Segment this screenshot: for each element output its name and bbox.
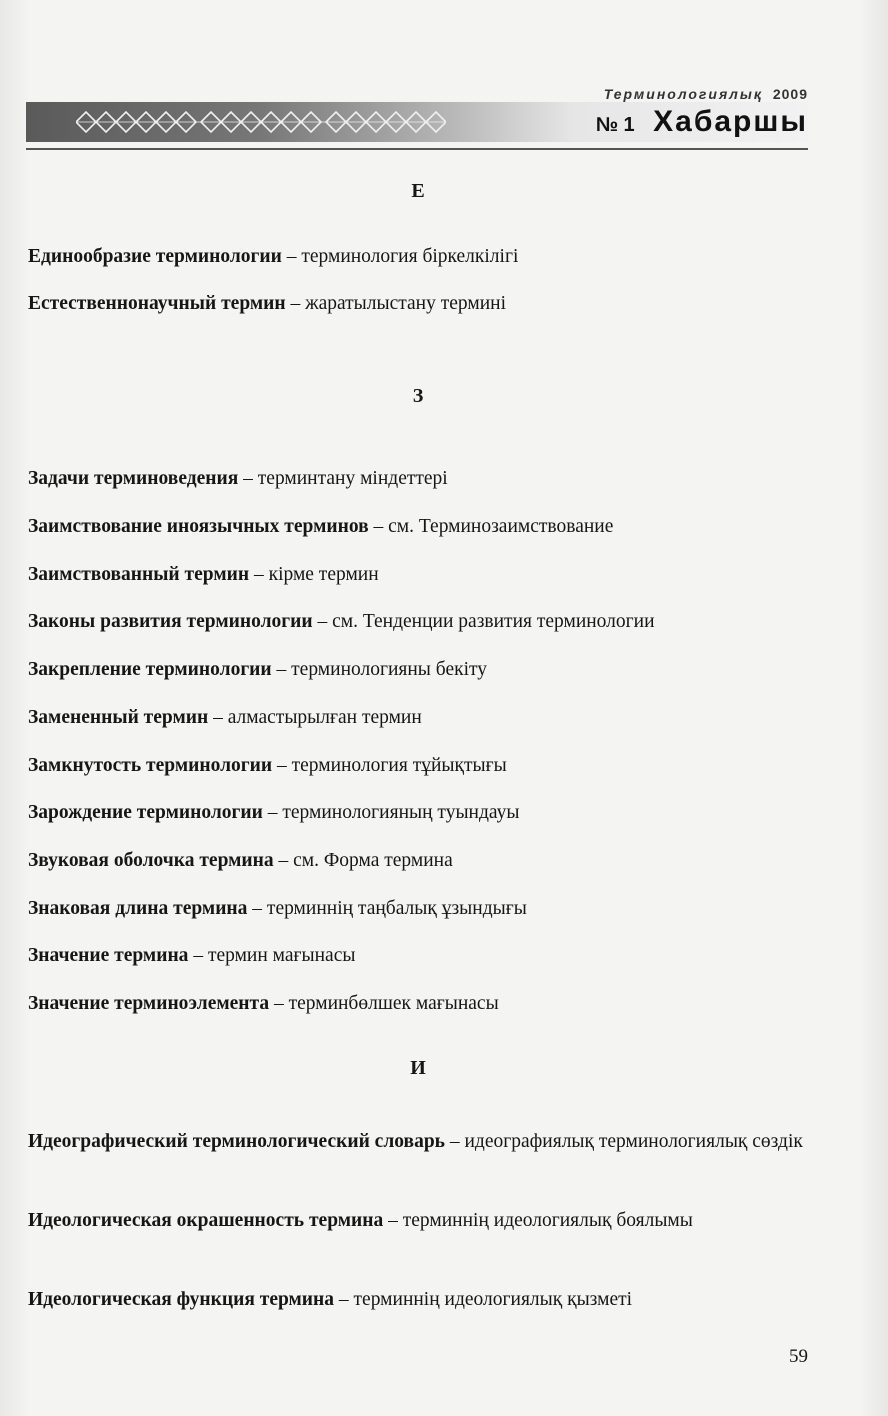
entry-term: Идеологическая функция термина — [28, 1289, 335, 1310]
glossary-entry — [28, 752, 808, 779]
header-issue — [596, 102, 808, 142]
glossary-entry — [28, 990, 808, 1017]
entry-separator: – — [272, 755, 292, 776]
entry-definition: терминология тұйықтығы — [291, 755, 507, 776]
glossary-entry — [28, 704, 808, 731]
glossary-entry — [28, 1128, 808, 1155]
entry-term: Значение терминоэлемента — [28, 993, 270, 1014]
entry-separator: – — [444, 1131, 465, 1152]
issue-number: № 1 — [595, 114, 635, 136]
entry-separator: – — [312, 611, 333, 632]
entry-separator: – — [334, 1289, 354, 1310]
glossary-entry — [28, 1207, 808, 1234]
entry-definition: терминологияның туындауы — [282, 802, 520, 823]
entry-definition: алмастырылған термин — [227, 707, 422, 728]
glossary-entry — [28, 290, 808, 317]
section-letter-z: З — [412, 385, 424, 407]
entry-definition: жаратылыстану термині — [305, 293, 506, 314]
entry-definition: терминбөлшек мағынасы — [288, 993, 499, 1014]
glossary-entry — [28, 513, 808, 540]
page-header — [26, 80, 808, 150]
entry-definition: кірме термин — [268, 564, 379, 585]
entry-separator: – — [247, 898, 267, 919]
entry-definition: см. Тенденции развития терминологии — [332, 611, 655, 632]
entry-term: Замененный термин — [28, 707, 209, 728]
entry-separator: – — [281, 246, 302, 267]
glossary-entry — [28, 942, 808, 969]
entry-term: Заимствованный термин — [28, 564, 250, 585]
entry-term: Идеологическая окрашенность термина — [28, 1210, 384, 1231]
glossary-entry — [28, 561, 808, 588]
entry-term: Знаковая длина термина — [28, 898, 248, 919]
header-rule — [26, 148, 808, 150]
entry-separator: – — [273, 850, 294, 871]
entry-separator: – — [271, 659, 292, 680]
entry-definition: термин мағынасы — [207, 945, 356, 966]
entry-definition: терминология біркелкілігі — [301, 246, 519, 267]
entry-term: Звуковая оболочка термина — [28, 850, 274, 871]
glossary-entry — [28, 608, 808, 635]
entry-term: Задачи терминоведения — [28, 468, 239, 489]
entry-term: Значение термина — [28, 945, 189, 966]
glossary-entry — [28, 243, 808, 270]
section-letter-e: Е — [411, 180, 425, 202]
entry-definition: терминологияны бекіту — [291, 659, 488, 680]
glossary-entry — [28, 1286, 808, 1313]
entry-term: Законы развития терминологии — [28, 611, 313, 632]
entry-term: Естественнонаучный термин — [28, 293, 286, 314]
entry-definition: терминтану міндеттері — [257, 468, 448, 489]
entry-separator: – — [249, 564, 269, 585]
entry-definition: терминнің таңбалық ұзындығы — [266, 898, 527, 919]
glossary-entry — [28, 895, 808, 922]
entry-term: Закрепление терминологии — [28, 659, 272, 680]
entry-term: Единообразие терминологии — [28, 246, 282, 267]
entry-definition: см. Форма термина — [293, 850, 453, 871]
entry-separator: – — [262, 802, 283, 823]
entry-term: Идеографический терминологический словарь — [28, 1131, 445, 1152]
entry-definition: идеографиялық терминологиялық сөздік — [464, 1131, 803, 1152]
glossary-entry — [28, 847, 808, 874]
entry-definition: терминнің идеологиялық боялымы — [402, 1210, 693, 1231]
section-letter-i: И — [410, 1057, 426, 1079]
entry-separator: – — [368, 516, 389, 537]
glossary-entry — [28, 465, 808, 492]
entry-term: Зарождение терминологии — [28, 802, 263, 823]
page-number: 59 — [789, 1346, 808, 1367]
journal-year: 2009 — [772, 86, 808, 102]
entry-term: Заимствование иноязычных терминов — [28, 516, 369, 537]
journal-title — [604, 86, 808, 102]
entry-separator: – — [238, 468, 258, 489]
ornament-icon — [76, 106, 446, 138]
glossary-entry — [28, 799, 808, 826]
entry-separator: – — [383, 1210, 403, 1231]
glossary-entry — [28, 656, 808, 683]
entry-separator: – — [285, 293, 306, 314]
entry-definition: см. Терминозаимствование — [388, 516, 614, 537]
journal-title-text: Терминологиялық — [603, 86, 763, 102]
entry-separator: – — [269, 993, 289, 1014]
entry-separator: – — [208, 707, 228, 728]
entry-separator: – — [188, 945, 208, 966]
entry-term: Замкнутость терминологии — [28, 755, 273, 776]
bulletin-title: Хабаршы — [653, 105, 808, 138]
entry-definition: терминнің идеологиялық қызметі — [353, 1289, 633, 1310]
